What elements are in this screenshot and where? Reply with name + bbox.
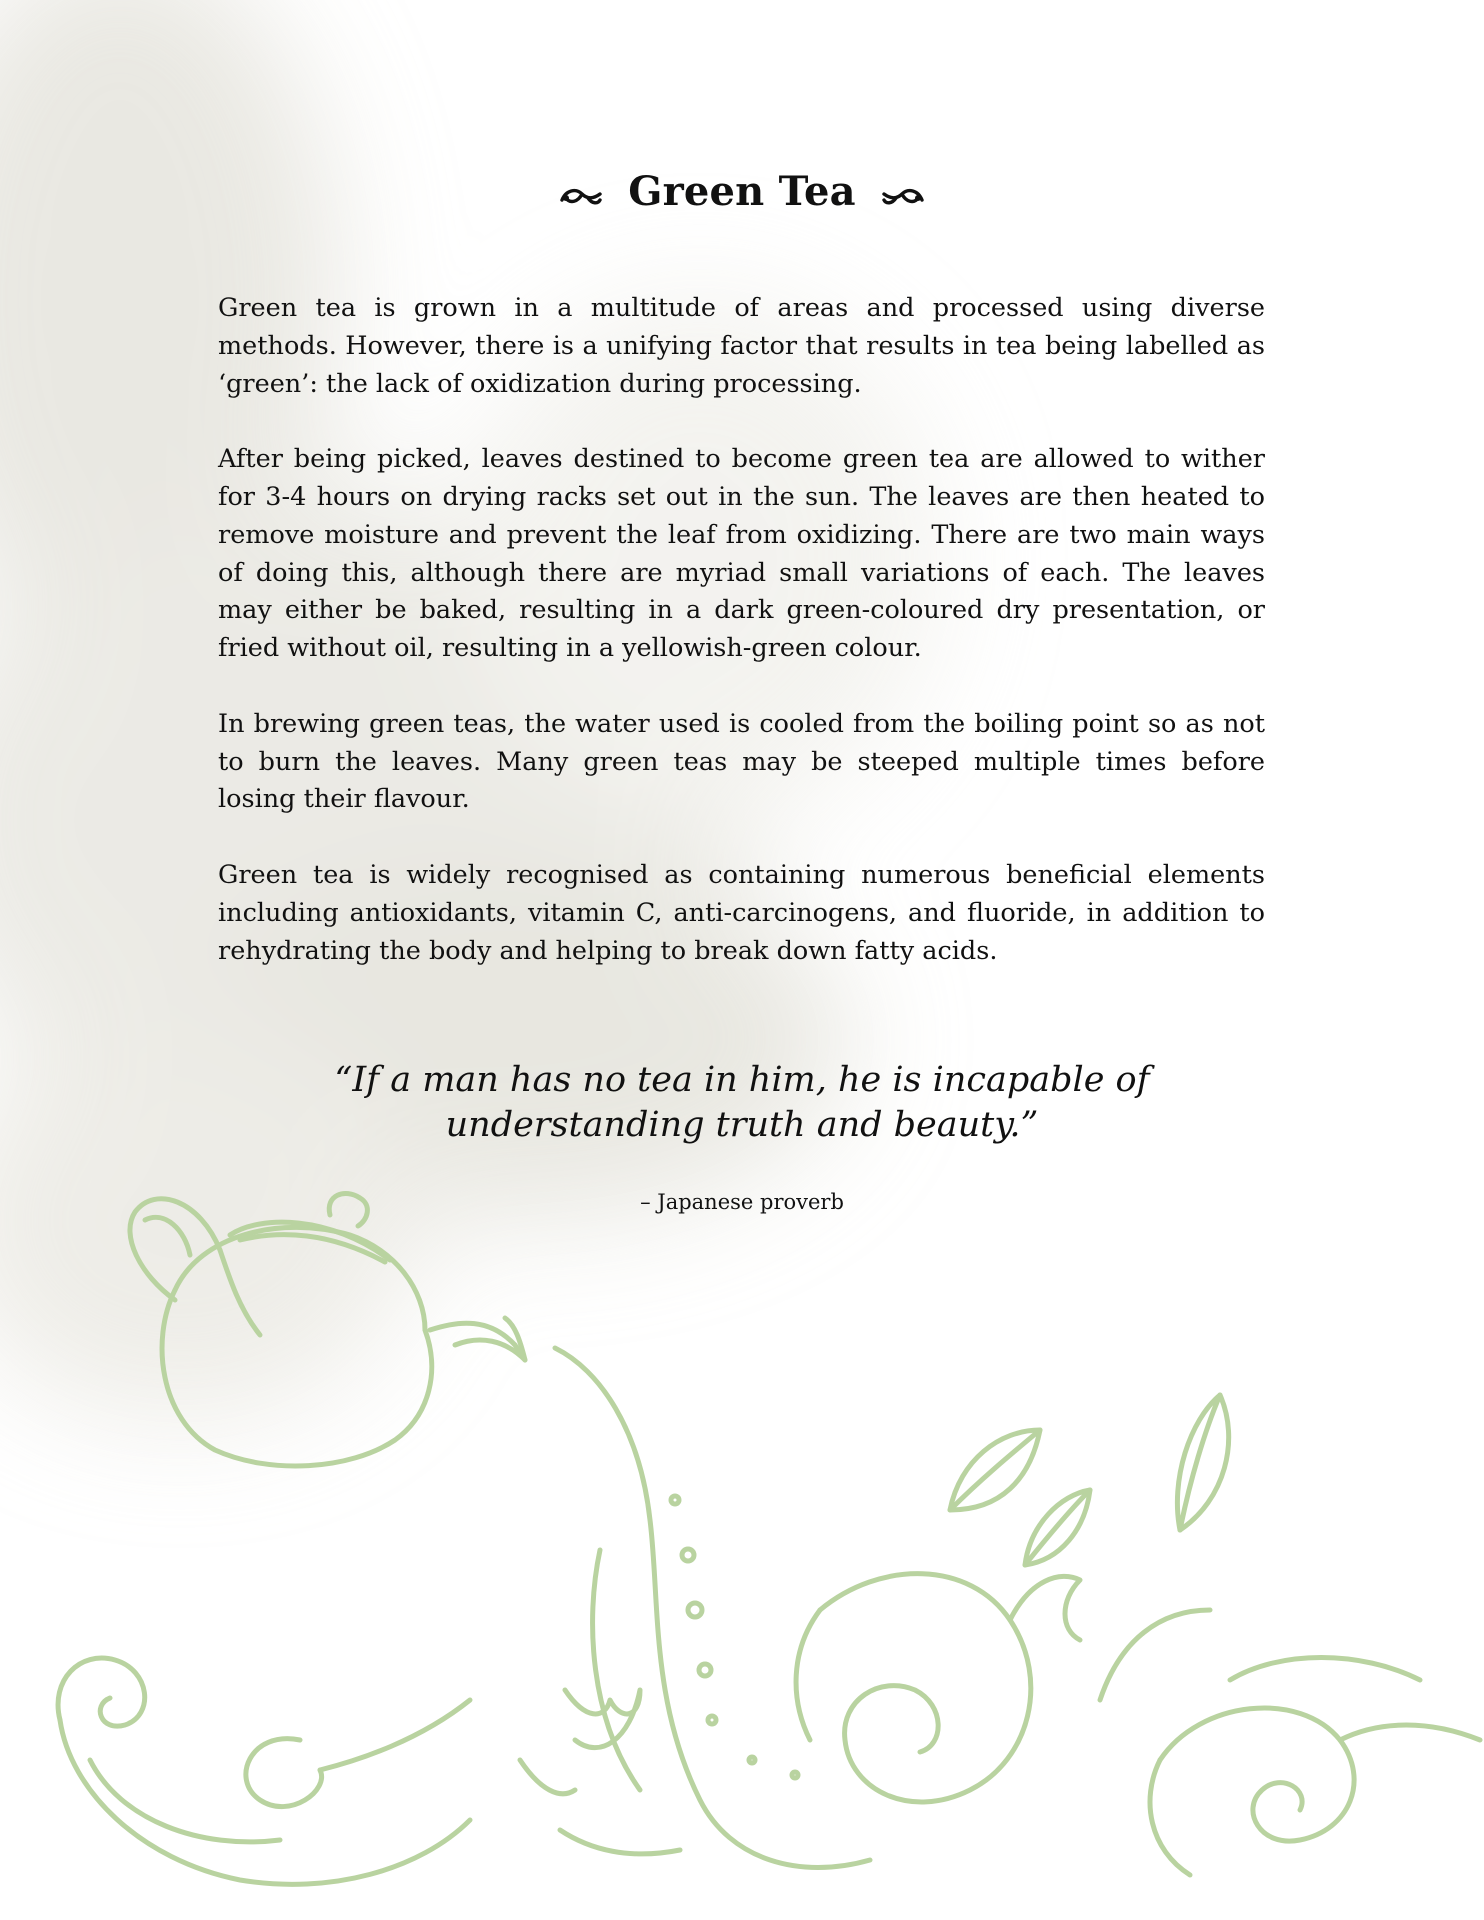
- paragraph-benefits: Green tea is widely recognised as containing numerous beneficial elements including antioxidants, vitamin C, anti-carcinogens, and fluoride, in addition to rehydrating the body and helping to break down fatty acids.: [218, 859, 1265, 966]
- page-title: [0, 168, 1484, 215]
- teapot-illustration: [130, 1193, 525, 1466]
- quote-attribution: – Japanese proverb: [640, 1190, 844, 1214]
- page-title-text: Green Tea: [628, 168, 856, 215]
- swirl-ornament: [58, 1395, 1480, 1884]
- right-fleuron-icon: [880, 182, 926, 208]
- quote-line-2: understanding truth and beauty.”: [445, 1105, 1039, 1145]
- quote: [0, 1058, 1484, 1148]
- paragraph-processing: After being picked, leaves destined to become green tea are allowed to wither for 3-4 hours on drying racks set out in the sun. The leaves are then heated to remove moisture and prevent the leaf from oxidizing. There are two main ways of doing this, although there are myriad small variations of each. The leaves may either be baked, resulting in a dark green-coloured dry presentation, or fried without oil, resulting in a yellowish-green colour.: [218, 444, 1265, 664]
- tea-illustration: [0, 1160, 1484, 1920]
- paragraph-brewing: In brewing green teas, the water used is cooled from the boiling point so as not to burn the leaves. Many green teas may be steeped multiple times before losing their flavour.: [218, 708, 1265, 815]
- paragraph-intro: Green tea is grown in a multitude of areas and processed using diverse methods. However, there is a unifying factor that results in tea being labelled as ‘green’: the lack of oxidization during processing.: [218, 293, 1265, 399]
- quote-line-1: “If a man has no tea in him, he is incapable of: [334, 1060, 1150, 1100]
- left-fleuron-icon: [558, 182, 604, 208]
- body-text: [218, 290, 1265, 1008]
